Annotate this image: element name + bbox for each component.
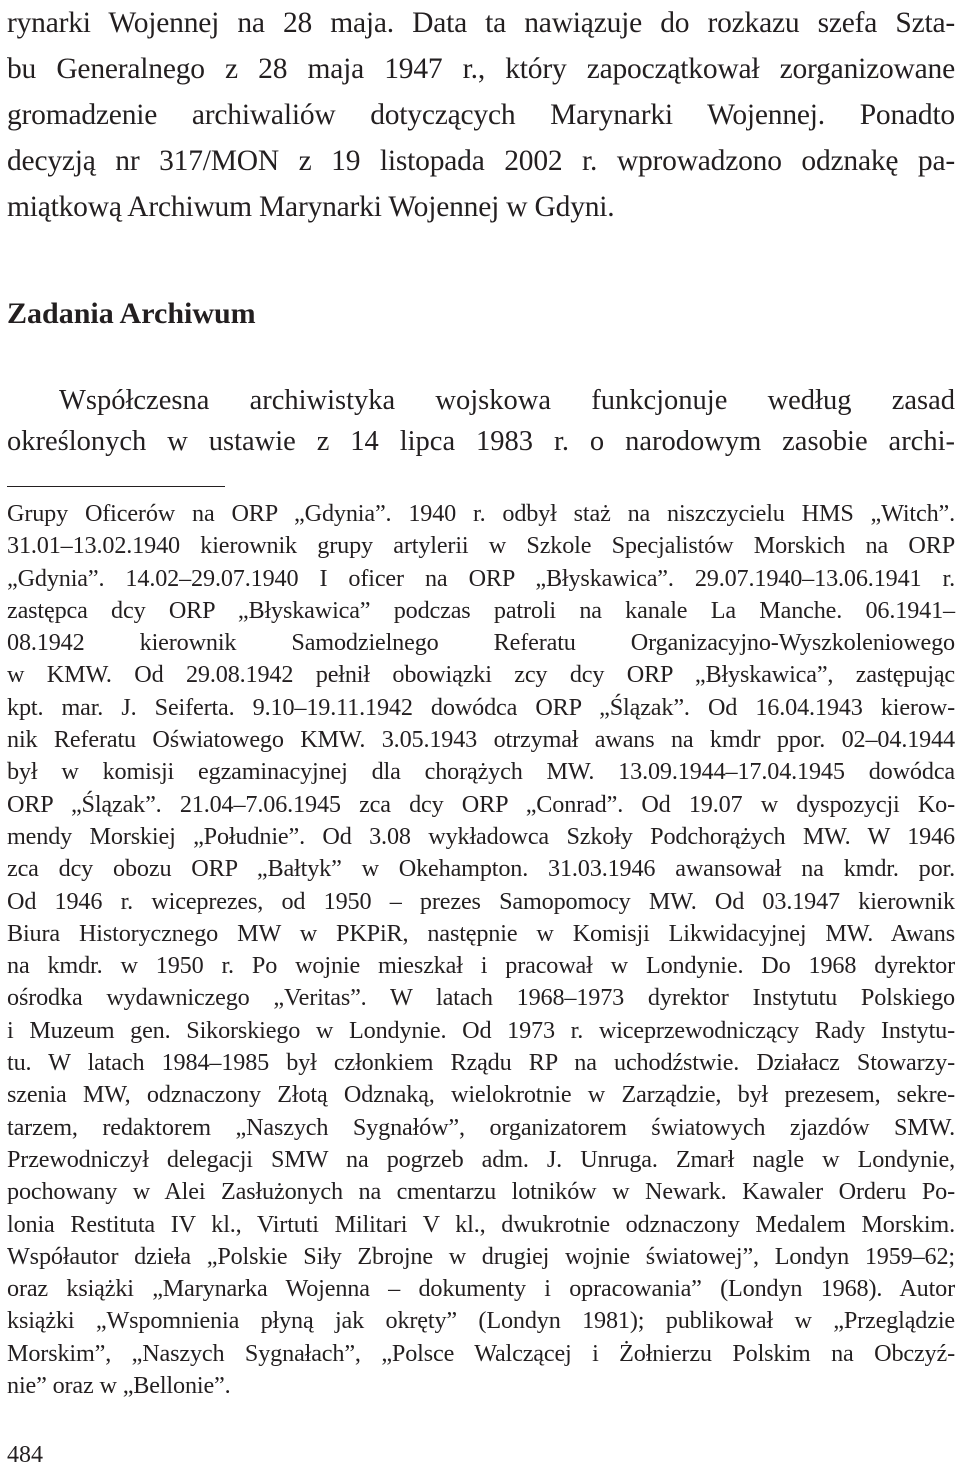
page-number: 484 <box>7 1442 43 1468</box>
footnote-line: „Gdynia”. 14.02–29.07.1940 I oficer na ORP „Błyskawica”. 29.07.1940–13.06.1941 r. <box>7 564 955 592</box>
intro-line: miątkową Archiwum Marynarki Wojennej w Gdyni. <box>7 191 615 223</box>
intro-paragraph <box>7 0 955 230</box>
footnote-line: ośrodka wydawniczego „Veritas”. W latach 1968–1973 dyrektor Instytutu Polskiego <box>7 984 955 1012</box>
footnote-line: Grupy Oficerów na ORP „Gdynia”. 1940 r. odbył staż na niszczycielu HMS „Witch”. <box>7 500 955 527</box>
footnote-line: lonia Restituta IV kl., Virtuti Militari V kl., dwukrotnie odznaczony Medalem Morskim. <box>7 1210 955 1238</box>
footnote-line: nik Referatu Oświatowego KMW. 3.05.1943 otrzymał awans na kmdr ppor. 02–04.1944 <box>7 726 955 754</box>
footnote-line: 08.1942 kierownik Samodzielnego Referatu Organizacyjno-Wyszkoleniowego <box>7 629 955 657</box>
footnote-line: mendy Morskiej „Południe”. Od 3.08 wykładowca Szkoły Podchorążych MW. W 1946 <box>7 822 955 850</box>
intro-line: decyzją nr 317/MON z 19 listopada 2002 r. wprowadzono odznakę pa- <box>7 145 955 177</box>
footnote-line: zastępca dcy ORP „Błyskawica” podczas patroli na kanale La Manche. 06.1941– <box>7 596 955 624</box>
section-line: Współczesna archiwistyka wojskowa funkcjonuje według zasad <box>59 385 955 416</box>
footnote-line: tu. W latach 1984–1985 był członkiem Rządu RP na uchodźstwie. Działacz Stowarzy- <box>7 1049 955 1077</box>
section-heading: Zadania Archiwum <box>7 297 256 330</box>
footnote-text <box>7 498 955 1402</box>
footnote-line: ORP „Ślązak”. 21.04–7.06.1945 zca dcy ORP „Conrad”. Od 19.07 w dyspozycji Ko- <box>7 790 955 818</box>
footnote-line: Biura Historycznego MW w PKPiR, następnie w Komisji Likwidacyjnej MW. Awans <box>7 919 955 947</box>
footnote-line: na kmdr. w 1950 r. Po wojnie mieszkał i pracował w Londynie. Do 1968 dyrektor <box>7 952 955 980</box>
document-page <box>7 0 955 1468</box>
footnote-line: oraz książki „Marynarka Wojenna – dokumenty i opracowania” (Londyn 1968). Autor <box>7 1275 955 1303</box>
footnote-line: Morskim”, „Naszych Sygnałach”, „Polsce Walczącej i Żołnierzu Polskim na Obczyź- <box>7 1339 955 1367</box>
footnote-line: w KMW. Od 29.08.1942 pełnił obowiązki zcy dcy ORP „Błyskawica”, zastępując <box>7 661 955 689</box>
footnote-line: Od 1946 r. wiceprezes, od 1950 – prezes Samopomocy MW. Od 03.1947 kierownik <box>7 887 955 915</box>
footnote-line: zca dcy obozu ORP „Bałtyk” w Okehampton. 31.03.1946 awansował na kmdr. por. <box>7 855 955 883</box>
intro-line: rynarki Wojennej na 28 maja. Data ta nawiązuje do rozkazu szefa Szta- <box>7 7 955 39</box>
footnote-line: książki „Wspomnienia płyną jak okręty” (Londyn 1981); publikował w „Przeglądzie <box>7 1307 955 1335</box>
intro-line: bu Generalnego z 28 maja 1947 r., który zapoczątkował zorganizowane <box>7 53 955 85</box>
intro-line: gromadzenie archiwaliów dotyczących Marynarki Wojennej. Ponadto <box>7 99 955 131</box>
section-line: określonych w ustawie z 14 lipca 1983 r. o narodowym zasobie archi- <box>7 426 955 457</box>
footnote-line: szenia MW, odznaczony Złotą Odznaką, wielokrotnie w Zarządzie, był prezesem, sekre- <box>7 1081 955 1109</box>
footnote-line: Przewodniczył delegacji SMW na pogrzeb adm. J. Unruga. Zmarł nagle w Londynie, <box>7 1145 955 1173</box>
footnote-line: był w komisji egzaminacyjnej dla chorążych MW. 13.09.1944–17.04.1945 dowódca <box>7 758 955 786</box>
footnote-line: Współautor dzieła „Polskie Siły Zbrojne w drugiej wojnie światowej”, Londyn 1959–62; <box>7 1242 955 1270</box>
footnote-line: 31.01–13.02.1940 kierownik grupy artylerii w Szkole Specjalistów Morskich na ORP <box>7 532 955 560</box>
footnote-line: kpt. mar. J. Seiferta. 9.10–19.11.1942 dowódca ORP „Ślązak”. Od 16.04.1943 kierow- <box>7 693 955 721</box>
footnote-line: nie” oraz w „Bellonie”. <box>7 1372 231 1400</box>
footnote-line: i Muzeum gen. Sikorskiego w Londynie. Od 1973 r. wiceprzewodniczący Rady Instytu- <box>7 1016 955 1044</box>
footnote-line: tarzem, redaktorem „Naszych Sygnałów”, organizatorem światowych zjazdów SMW. <box>7 1113 955 1141</box>
section-paragraph <box>7 380 955 462</box>
footnote-separator <box>7 486 225 487</box>
footnote-line: pochowany w Alei Zasłużonych na cmentarzu lotników w Newark. Kawaler Orderu Po- <box>7 1178 955 1206</box>
